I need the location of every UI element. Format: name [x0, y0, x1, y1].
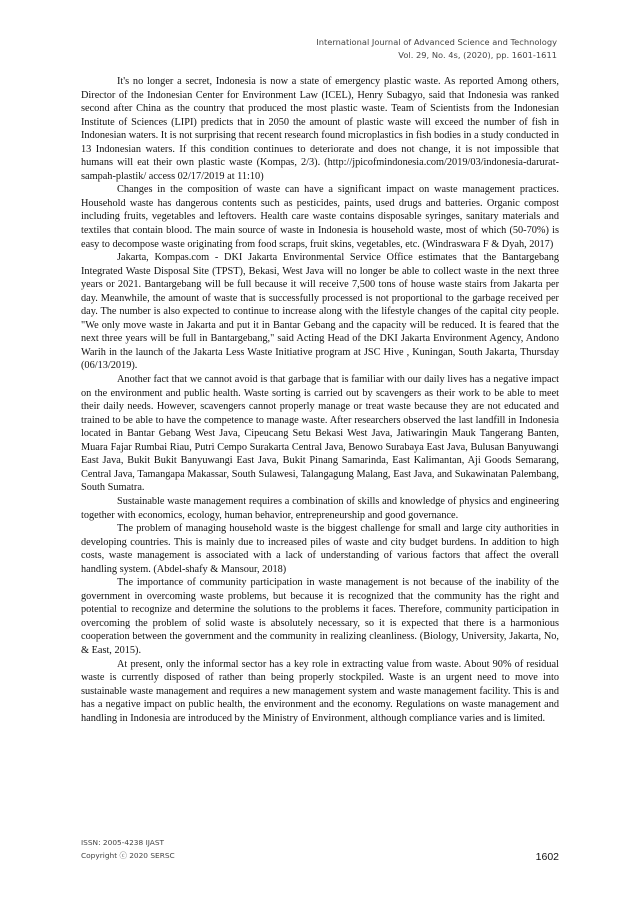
running-header	[316, 36, 557, 62]
paragraph-community-participation: The importance of community participation in waste management is not because of the inability of the government in overcoming waste problems, but because it is recognized that the community has the right and potential to recognize and determine the solutions to the problems it faces. Therefore, community participation in overcoming the problem of solid waste is absolutely necessary, so it is expected that there is a harmonious cooperation between the government and the community in realizing cleanliness. (Biology, University, Jakarta, No, & East, 2015).	[81, 577, 559, 656]
journal-title: International Journal of Advanced Science and Technology	[316, 37, 557, 47]
article-body	[81, 75, 559, 725]
paragraph-sustainable-management: Sustainable waste management requires a combination of skills and knowledge of physics and engineering together with economics, ecology, human behavior, entrepreneurship and good governance.	[81, 495, 559, 521]
paragraph-informal-sector: At present, only the informal sector has a key role in extracting value from waste. About 90% of residual waste is currently disposed of rather than being properly stockpiled. Waste is an urgent need to move into sustainable waste management and requires a new management system and waste management facility. This is and has a negative impact on public health, the environment and the economy. Regulations on waste management and handling in Indonesia are introduced by the Ministry of Environment, although compliance varies and is limited.	[81, 658, 559, 724]
paragraph-household-waste-problem: The problem of managing household waste is the biggest challenge for small and large city authorities in developing countries. This is mainly due to increased piles of waste and city budget burdens. In addition to high costs, waste management is associated with a lack of understanding of various factors that affect the overall handling system. (Abdel-shafy & Mansour, 2018)	[81, 523, 559, 575]
footer-copyright: Copyright ⓒ 2020 SERSC	[81, 851, 175, 860]
paragraph-waste-composition: Changes in the composition of waste can have a significant impact on waste management practices. Household waste has dangerous contents such as pesticides, paints, used drugs and batteries. Organic compost including fruits, vegetables and leftovers. Health care waste contains disposable syringes, sanitary materials and textiles that contain blood. The main source of waste in Indonesia is household waste, most of which (50-70%) is easy to decompose waste originating from food scraps, fruit skins, vegetables, etc. (Windraswara F & Dyah, 2017)	[81, 184, 559, 250]
paragraph-bantargebang: Jakarta, Kompas.com - DKI Jakarta Environmental Service Office estimates that the Bantargebang Integrated Waste Disposal Site (TPST), Bekasi, West Java will no longer be able to collect waste in the next three years or 2021. Bantargebang will be full because it will receive 7,500 tons of house waste stairs from Jakarta per day. Meanwhile, the amount of waste that is successfully processed is not proportional to the garbage received per day. The number is also expected to continue to increase along with the lifestyle changes of the capital city people. "We only move waste in Jakarta and put it in Bantar Gebang and the capacity will be reduced. It is feared that the next three years will be full in Bantargebang," said Acting Head of the DKI Jakarta Environment Agency, Andono Warih in the launch of the Jakarta Less Waste Initiative program at JSC Hive , Kuningan, South Jakarta, Thursday (06/13/2019).	[81, 252, 559, 372]
footer-issn: ISSN: 2005-4238 IJAST	[81, 838, 165, 847]
page-number: 1602	[535, 851, 559, 863]
page-footer	[81, 836, 559, 862]
paragraph-plastic-emergency: It's no longer a secret, Indonesia is now a state of emergency plastic waste. As reported Among others, Director of the Indonesian Center for Environment Law (ICEL), Henry Subagyo, said that Indonesia was ranked second after China as the country that produced the most plastic waste. Team of Scientists from the Indonesian Institute of Sciences (LIPI) predicts that in 2050 the amount of plastic waste will exceed the number of fish in Indonesian waters. It is not surprising that recent research found microplastics in fish bodies in a study conducted in 13 Indonesian waters. If this condition continues to deteriorate and does not change, it is not impossible that humans will eat their own plastic waste (Kompas, 2/3). (http://jpicofmindonesia.com/2019/03/indonesia-darurat-sampah-plastik/ access 02/17/2019 at 11:10)	[81, 76, 559, 182]
volume-info: Vol. 29, No. 4s, (2020), pp. 1601-1611	[398, 50, 557, 60]
paragraph-landfill-scavengers: Another fact that we cannot avoid is that garbage that is familiar with our daily lives has a negative impact on the environment and public health. Waste sorting is carried out by scavengers as their work to be able to meet their daily needs. However, scavengers cannot properly manage or treat waste because they are not educated and trained to be able to have the competence to manage waste. After researchers observed the last landfill in Indonesia located in Bantar Gebang West Java, Cipeucang Setu Bekasi West Java, Jatiwaringin Mauk Tangerang Banten, Muara Fajar Rumbai Riau, Putri Cempo Surakarta Central Java, Benowo Surabaya East Java, Bulusan Banyuwangi East Java, Bukit Bukit Banyuwangi East Java, Bukit Pinang Samarinda, East Kalimantan, Aji Goods Semarang, Central Java, Tamangapa Makassar, South Sulawesi, Talangagung Malang, East Java, and Sukawinatan Palembang, South Sumatra.	[81, 374, 559, 494]
